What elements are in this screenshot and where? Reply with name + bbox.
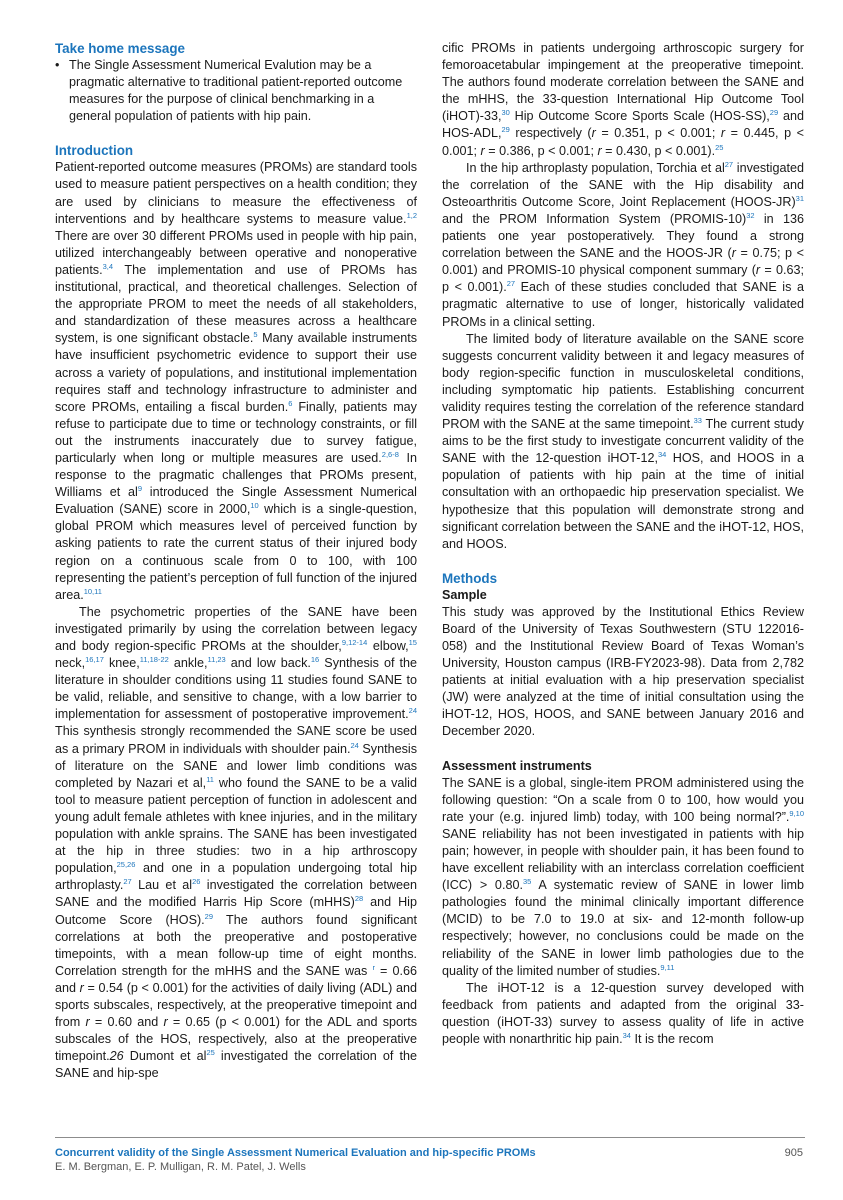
citation[interactable]: 25 [715,142,724,152]
left-column [55,40,417,1082]
methods-heading: Methods [442,570,498,586]
footer-divider [55,1137,805,1138]
citation[interactable]: 9 [137,484,142,494]
citation[interactable]: 33 [693,416,702,426]
citation[interactable]: 6 [288,398,293,408]
citation[interactable]: 29 [204,911,214,921]
citation[interactable]: 11 [206,774,214,784]
citation[interactable]: 27 [724,159,734,169]
citation[interactable]: 3,4 [102,261,114,271]
citation[interactable]: 10,11 [83,586,102,596]
page-number: 905 [784,1147,803,1159]
assessment-heading: Assessment instruments [442,758,592,773]
citation[interactable]: 9,12-14 [341,638,368,647]
arthroplasty-paragraph: In the hip arthroplasty population, Torchia et $al^{27}$ investigated the correlation of the SANE with the Hip disability and Osteoarthritis Outcome Score, Joint Replacement (HOOS-JR)$^{31}$ and the PROM Information System (PROMIS-10)$^{32}$ in 136 patients one year postoperatively. They found a strong correlation between the SANE and the HOOS-JR (r = 0.75; p < 0.001) and PROMIS-10 physical component summary (r = 0.63; p < 0.001).$^{27}$ Each of these studies concluded that SANE is a pragmatic alternative to use of longer, historically validated PROMs in a clinical setting. [442,159,804,329]
citation[interactable]: 34 [622,1030,631,1040]
citation[interactable]: 1,2 [406,210,417,220]
citation[interactable]: 24 [350,740,359,750]
citation[interactable]: 9,11 [660,962,675,972]
citation[interactable]: 27 [123,877,132,887]
sample-paragraph: This study was approved by the Institutional Ethics Review Board of the University of Texas Southwestern (STU 122016-058) and the Institutional Review Board of Texas Woman’s University, Houston campus (IRB-FY2023-98). Data from 2,782 patients at initial evaluation with a hip preservation specialist (JW) were analyzed at the time of initial consultation using the iHOT-12, HOS, HOOS, and SANE between January 2016 and December 2020. [442,604,804,739]
citation[interactable]: 11,18-22 [139,655,169,665]
citation[interactable]: 15 [408,638,417,647]
citation[interactable]: 16,17 [85,655,104,665]
takehome-text: The Single Assessment Numerical Evalution may be a pragmatic alternative to traditional patient-reported outcome measures for the purpose of clinical benchmarking in a general population of patients with hip pain. [69,58,403,124]
citation[interactable]: 32 [746,210,755,220]
citation[interactable]: 5 [253,330,258,340]
citation[interactable]: 11,23 [207,655,226,665]
citation[interactable]: 29 [769,108,779,118]
citation[interactable]: 9,10 [789,808,804,818]
takehome-bullet [55,57,417,125]
continued-paragraph: cific PROMs in patients undergoing arthroscopic surgery for femoroacetabular impingement at the preoperative timepoint. The authors found moderate correlation between the SANE and the mHHS, the 33-question International Hip Outcome Tool (iHOT)-33,30 Hip Outcome Score Sports Scale (HOS-SS),$^{29}$ and HOS-ADL,$^{29}$ respectively (r = 0.351, p < 0.001; r = 0.445, p < 0.001; r = 0.386, p < 0.001; r = 0.430, p < 0.001).$^{25}$ [442,41,804,158]
citation[interactable]: 27 [506,279,516,289]
ihot-paragraph: The iHOT-12 is a 12-question survey developed with feedback from patients and adapted from the original 33-question (iHOT-33) survey to assess quality of life in active people with nonarthritic hip pain.$^{34}$ It is the recom [442,980,804,1046]
footer-article-title: Concurrent validity of the Single Assessment Numerical Evaluation and hip-specific PROMs [55,1147,536,1159]
citation[interactable]: 30 [501,108,510,118]
citation[interactable]: 16 [310,655,320,665]
citation[interactable]: 29 [501,125,510,135]
sample-heading: Sample [442,587,487,602]
takehome-heading: Take home message [55,41,186,56]
citation[interactable]: 25,26 [116,860,136,870]
citation[interactable]: 24 [408,706,417,716]
citation[interactable]: 31 [795,193,804,203]
citation[interactable]: 10 [250,501,259,511]
assessment-paragraph: The SANE is a global, single-item PROM administered using the following question: “On a scale from 0 to 100, how would you rate your (e.g. injured limb) today, with 100 being normal?”.$^{9,10}$ SANE reliability has not been investigated in patients with hip pain; however, in people with shoulder pain, it has been found to have excellent reliability with an interclass correlation coefficient (ICC) > 0.80.35 A systematic review of SANE in lower limb pathologies found the minimal clinically important difference (MCID) to be 7.0 to 19.0 at six- and 12-month follow-up respectively; however, no conclusions could be made on the reliability of the SANE in lower limb pathologies due to the quality of the limited number of studies.$^{9,11}$ [442,775,804,978]
intro-paragraph-2: The psychometric properties of the SANE have been investigated primarily by using the correlation between legacy and body region-specific PROMs at the shoulder,$^{9,12-14}$ elbow,$^{15}$ neck,$^{16,17}$ knee,$^{11,18-22}$ ankle,$^{11,23}$ and low back.$^{16}$ Synthesis of the literature in shoulder conditions using 11 studies found SANE to be valid, reliable, and sensitive to change, with a low barrier to implementation for assessment of postoperative improvement.$^{24}$ This synthesis strongly recommended the SANE score be used as a primary PROM in individuals with shoulder pain.$^{24}$ Synthesis of literature on the SANE and lower limb conditions was completed by Nazari et al,$^{11}$ who found the SANE to be a valid tool to measure patient perception of function in adolescent and young adult female athletes with knee injuries, and in the military population with ankle sprains. The SANE has been investigated at the hip in three studies: two in a hip arthroscopy population,$^{25,26}$ and one in a population undergoing total hip arthroplasty.$^{27}$ Lau et $al^{26}$ investigated the correlation between SANE and the modified Harris Hip Score (mHHS)$^{28}$ and Hip Outcome Score (HOS).$^{29}$ The authors found significant correlations at both the preoperative and postoperative timepoints, with a mean follow-up time of eight months. Correlation strength for the mHHS and the SANE was $^r$ = 0.66 and r = 0.54 (p < 0.001) for the activities of daily living (ADL) and sports subscales, respectively, at the preoperative timepoint and from r = 0.60 and r = 0.65 (p < 0.001) for the ADL and sports subscales of the HOS, respectively, also at the preoperative timepoint.26 Dumont et $al^{25}$ investigated the correlation of the SANE and hip-spe [55,604,418,1081]
footer-authors: E. M. Bergman, E. P. Mulligan, R. M. Patel, J. Wells [55,1161,306,1173]
limited-literature-paragraph: The limited body of literature available on the SANE score suggests concurrent validity between it and legacy measures of body region-specific function in musculoskeletal conditions, including symptomatic hip patients. Establishing concurrent validity requires testing the correlation of the reference standard PROM with the SANE at the same timepoint.$^{33}$ The current study aims to be the first study to investigate concurrent validity of the SANE with the 12-question iHOT-12,34 HOS, and HOOS in a population of patients with hip pain at the time of initial consultation with an orthopaedic hip preservation specialist. We hypothesize that this population will demonstrate strong and significant correlation between the SANE and the iHOT-12, HOS, and HOOS. [442,331,804,551]
citation[interactable]: 34 [657,450,667,460]
citation[interactable]: 2,6-8 [381,449,399,459]
citation[interactable]: 35 [522,877,532,887]
right-column [442,40,804,1048]
intro-paragraph-1: Patient-reported outcome measures (PROMs) are standard tools used to measure patient perspectives on a health condition; they are used by clinicians to measure the effectiveness of interventions and by healthcare systems to measure value.$^{1,2}$ There are over 30 different PROMs used in people with hip pain, utilized interchangeably between operative and nonoperative patients.$^{3,4}$ The implementation and use of PROMs has institutional, practical, and theoretical challenges. Selection of the appropriate PROM to meet the needs of all stakeholders, and standardization of these measures across a healthcare system, is one significant obstacle.$^5$ Many available instruments have insufficient psychometric evidence to support their use across a variety of populations, and institutional implementation requires staff and technology infrastructure to administer and score PROMs, entailing a fiscal burden.$^6$ Finally, patients may refuse to participate due to time or technology constraints, or fill out the instruments inaccurately due to survey fatigue, particularly when long or multiple measures are used.$^{2,6-8}$ In response to the pragmatic challenges that PROMs present, Williams et $al^9$ introduced the Single Assessment Numerical Evaluation (SANE) score in 2000,10 which is a single-question, global PROM which measures level of perceived function by asking patients to rate the current status of their injured body region on a continuous scale from 0 to 100, with 100 representing the patient’s perception of full function of the injured area.$^{10,11}$ [55,160,417,602]
citation[interactable]: 26 [192,877,201,887]
citation[interactable]: 25 [206,1048,215,1058]
introduction-heading: Introduction [55,143,134,159]
citation[interactable]: 28 [354,894,364,904]
citation[interactable]: r [372,962,375,972]
bullet-dot: • [55,58,60,72]
